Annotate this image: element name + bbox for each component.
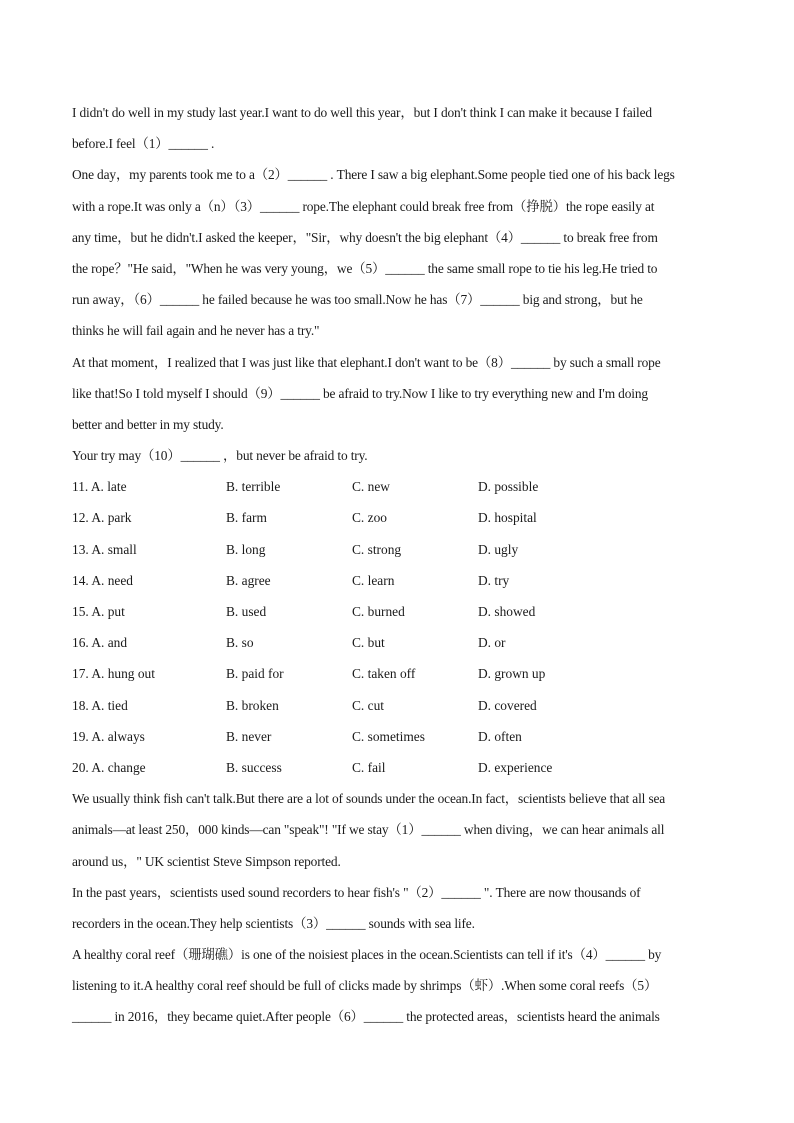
- option-a: 13. A. small: [72, 541, 137, 557]
- option-c: C. learn: [352, 572, 395, 588]
- option-b: B. farm: [226, 510, 267, 526]
- option-b: B. success: [226, 759, 282, 775]
- option-c: C. sometimes: [352, 728, 425, 744]
- passage-line: At that moment，I realized that I was just like that elephant.I don't want to be（8）______ by such a small rope: [72, 354, 661, 370]
- passage-line: thinks he will fail again and he never has a try.": [72, 323, 320, 339]
- question-row: [72, 752, 722, 783]
- option-d: D. covered: [478, 697, 537, 713]
- question-row: [72, 471, 722, 502]
- option-a: 19. A. always: [72, 728, 145, 744]
- option-c: C. new: [352, 479, 390, 495]
- option-c: C. taken off: [352, 666, 416, 682]
- option-b: B. paid for: [226, 666, 284, 682]
- option-d: D. or: [478, 635, 506, 651]
- option-c: C. cut: [352, 697, 384, 713]
- passage-1: [72, 97, 722, 471]
- passage-line: A healthy coral reef（珊瑚礁）is one of the noisiest places in the ocean.Scientists can tell if it's（4）______ by: [72, 947, 662, 963]
- option-a: 14. A. need: [72, 572, 133, 588]
- option-d: D. experience: [478, 759, 553, 775]
- option-b: B. agree: [226, 572, 271, 588]
- option-b: B. never: [226, 728, 272, 744]
- question-row: [72, 721, 722, 752]
- option-d: D. try: [478, 572, 510, 588]
- option-d: D. often: [478, 728, 522, 744]
- passage-line: around us，" UK scientist Steve Simpson reported.: [72, 853, 341, 869]
- option-b: B. terrible: [226, 479, 281, 495]
- option-a: 12. A. park: [72, 510, 132, 526]
- option-a: 17. A. hung out: [72, 666, 155, 682]
- passage-line: before.I feel（1）______ .: [72, 136, 215, 152]
- question-row: [72, 690, 722, 721]
- option-b: B. long: [226, 541, 266, 557]
- passage-line: Your try may（10）______ ，but never be afraid to try.: [72, 448, 368, 464]
- option-d: D. showed: [478, 604, 536, 619]
- passage-line: listening to it.A healthy coral reef should be full of clicks made by shrimps（虾）.When some coral reefs（5）: [72, 978, 658, 994]
- option-b: B. so: [226, 635, 254, 651]
- option-c: C. fail: [352, 759, 386, 775]
- document-page: [72, 97, 722, 1033]
- option-c: C. but: [352, 635, 385, 651]
- option-c: C. zoo: [352, 510, 387, 526]
- passage-line: like that!So I told myself I should（9）______ be afraid to try.Now I like to try everything new and I'm doing: [72, 385, 648, 401]
- option-a: 16. A. and: [72, 635, 128, 651]
- option-a: 18. A. tied: [72, 697, 128, 713]
- option-b: B. broken: [226, 697, 279, 713]
- passage-line: We usually think fish can't talk.But there are a lot of sounds under the ocean.In fact，scientists believe that all sea: [72, 791, 666, 807]
- passage-line: any time，but he didn't.I asked the keeper，"Sir，why doesn't the big elephant（4）______ to break free from: [72, 229, 658, 245]
- option-d: D. hospital: [478, 510, 537, 526]
- passage-line: the rope？"He said，"When he was very young，we（5）______ the same small rope to tie his leg.He tried to: [72, 260, 658, 276]
- passage-line: better and better in my study.: [72, 416, 224, 432]
- passage-line: ______ in 2016，they became quiet.After people（6）______ the protected areas，scientists heard the animals: [72, 1009, 660, 1025]
- question-row: [72, 627, 722, 658]
- option-d: D. grown up: [478, 666, 546, 682]
- option-a: 15. A. put: [72, 604, 125, 619]
- question-row: [72, 565, 722, 596]
- passage-line: animals—at least 250，000 kinds—can "speak"! "If we stay（1）______ when diving，we can hear animals all: [72, 822, 665, 838]
- option-d: D. ugly: [478, 541, 519, 557]
- passage-line: One day，my parents took me to a（2）______ . There I saw a big elephant.Some people tied one of his back legs: [72, 167, 675, 183]
- passage-line: recorders in the ocean.They help scientists（3）______ sounds with sea life.: [72, 915, 475, 931]
- passage-line: run away，（6）______ he failed because he was too small.Now he has（7）______ big and strong，but he: [72, 292, 643, 308]
- passage-line: with a rope.It was only a（n）（3）______ rope.The elephant could break free from（挣脱）the rope easily at: [72, 198, 655, 214]
- passage-line: I didn't do well in my study last year.I want to do well this year，but I don't think I can make it because I failed: [72, 105, 652, 120]
- option-c: C. strong: [352, 541, 402, 557]
- option-a: 11. A. late: [72, 479, 127, 495]
- passage-2: [72, 783, 722, 1033]
- question-row: [72, 658, 722, 689]
- passage-line: In the past years，scientists used sound recorders to hear fish's "（2）______ ". There are now thousands of: [72, 884, 641, 900]
- question-options: [72, 471, 722, 783]
- option-c: C. burned: [352, 604, 405, 619]
- option-d: D. possible: [478, 479, 539, 495]
- option-a: 20. A. change: [72, 759, 146, 775]
- question-row: [72, 502, 722, 533]
- option-b: B. used: [226, 604, 267, 619]
- question-row: [72, 596, 722, 627]
- question-row: [72, 534, 722, 565]
